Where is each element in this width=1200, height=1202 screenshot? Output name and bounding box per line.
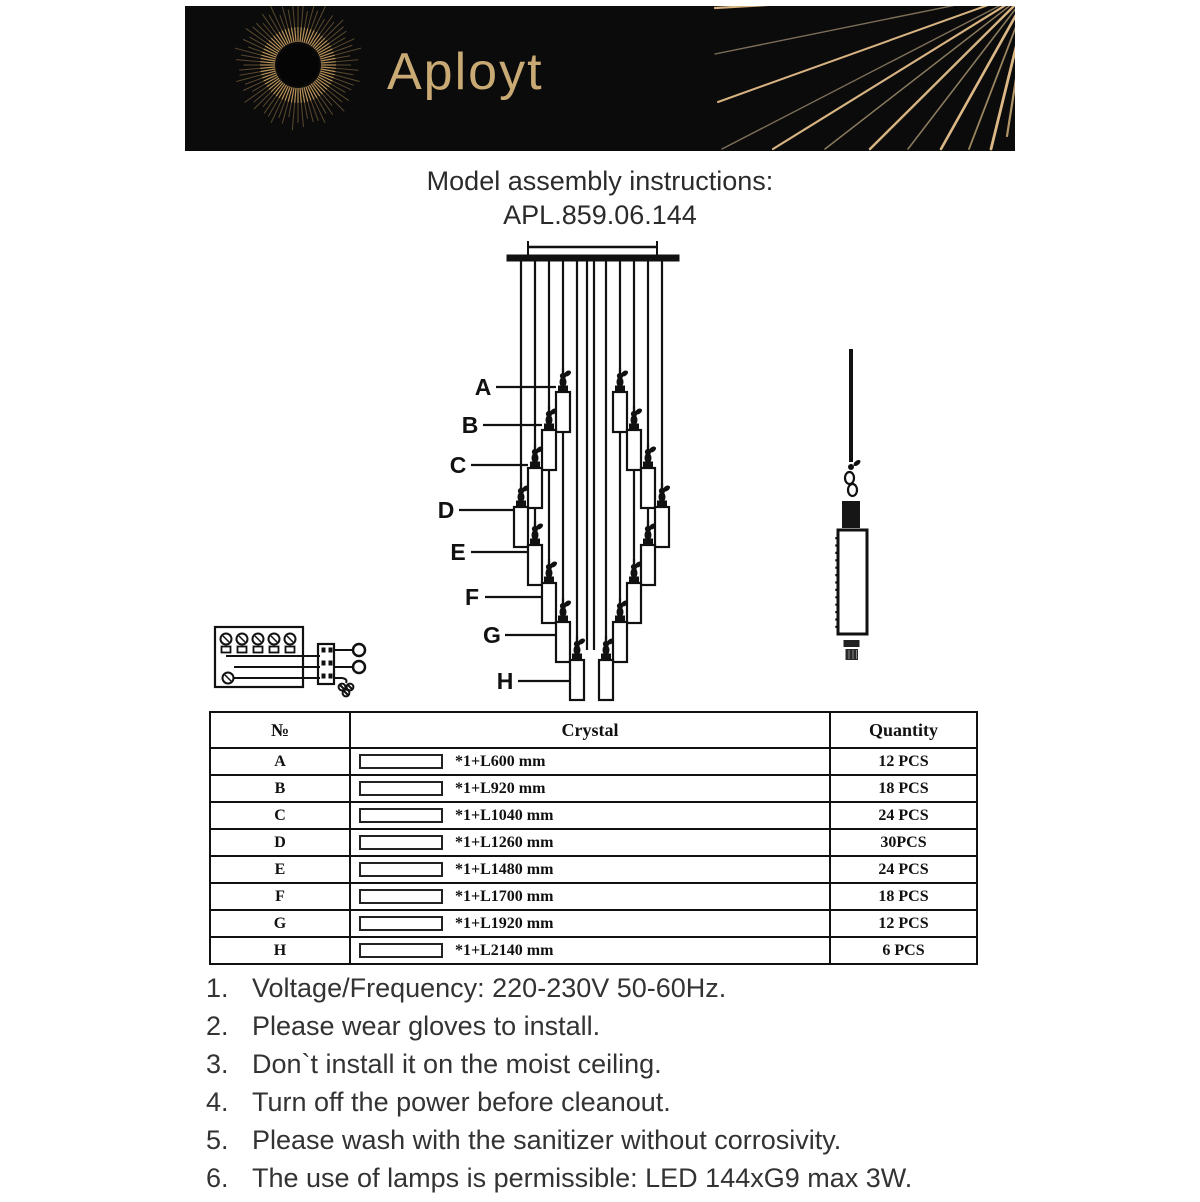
table-row [210, 829, 977, 856]
crystal-shape-icon [359, 781, 443, 796]
row-quantity: 6 PCS [830, 937, 977, 964]
pendant-icon [556, 598, 571, 662]
table-row [210, 775, 977, 802]
pendant-icon [641, 444, 656, 508]
label-g: G [483, 622, 501, 648]
ceiling-mount [507, 241, 679, 261]
label-d: D [437, 497, 455, 523]
row-labels [438, 374, 514, 694]
page-title: Model assembly instructions: [426, 166, 774, 196]
row-quantity: 12 PCS [830, 748, 977, 775]
instruction-item: 6. The use of lamps is permissible: LED 144xG9 max 3W. [206, 1163, 913, 1193]
table-row [210, 883, 977, 910]
instruction-item: 3. Don`t install it on the moist ceiling. [206, 1049, 662, 1079]
pendant-icon [570, 636, 585, 700]
row-id: E [210, 856, 350, 883]
crystal-shape-icon [359, 754, 443, 769]
row-id: G [210, 910, 350, 937]
col-header-crystal: Crystal [350, 712, 830, 748]
row-id: F [210, 883, 350, 910]
pendant-icon [542, 559, 557, 623]
crystal-length: *1+L920 mm [455, 779, 546, 797]
model-number: APL.859.06.144 [503, 200, 697, 230]
instruction-list [206, 974, 1036, 1202]
crystal-shape-icon [359, 943, 443, 958]
crystal-length: *1+L1260 mm [455, 833, 554, 851]
col-header-num: № [210, 712, 350, 748]
assembly-diagram [190, 236, 890, 718]
pendant-icon [556, 368, 571, 432]
row-quantity: 24 PCS [830, 802, 977, 829]
row-quantity: 30PCS [830, 829, 977, 856]
row-id: A [210, 748, 350, 775]
row-quantity: 18 PCS [830, 775, 977, 802]
brand-banner [185, 6, 1015, 151]
crystal-length: *1+L1480 mm [455, 860, 554, 878]
crystal-length: *1+L1700 mm [455, 887, 554, 905]
table-row [210, 910, 977, 937]
row-id: D [210, 829, 350, 856]
wiring-diagram [215, 627, 365, 696]
table-row [210, 937, 977, 964]
ring-terminal-icon [353, 661, 365, 673]
starburst-logo-icon [227, 6, 369, 142]
table-row [210, 802, 977, 829]
parts-table [209, 711, 978, 965]
pendant-icon [528, 521, 543, 585]
instruction-item: 1. Voltage/Frequency: 220-230V 50-60Hz. [206, 973, 727, 1003]
table-header-row [210, 712, 977, 748]
label-a: A [474, 374, 492, 400]
ring-terminal-icon [353, 644, 365, 656]
pendant-detail [837, 349, 868, 660]
instruction-item: 5. Please wash with the sanitizer without corrosivity. [206, 1125, 842, 1155]
ground-screws-icon [339, 684, 354, 697]
brand-logo-text: Aployt [387, 43, 544, 101]
label-f: F [464, 584, 480, 610]
row-id: C [210, 802, 350, 829]
crystal-length: *1+L600 mm [455, 752, 546, 770]
row-quantity: 12 PCS [830, 910, 977, 937]
crystal-shape-icon [359, 835, 443, 850]
table-row [210, 748, 977, 775]
crystal-shape-icon [359, 916, 443, 931]
ray-fan-icon [685, 6, 1015, 151]
label-b: B [461, 412, 479, 438]
title-block [0, 164, 1200, 232]
label-c: C [449, 452, 467, 478]
instruction-item: 4. Turn off the power before cleanout. [206, 1087, 671, 1117]
crystal-shape-icon [359, 862, 443, 877]
crystal-length: *1+L1920 mm [455, 914, 554, 932]
row-id: H [210, 937, 350, 964]
crystal-shape-icon [359, 808, 443, 823]
pendant-icon [655, 483, 670, 547]
row-id: B [210, 775, 350, 802]
row-quantity: 24 PCS [830, 856, 977, 883]
instruction-item: 2. Please wear gloves to install. [206, 1011, 601, 1041]
label-h: H [496, 668, 514, 694]
row-quantity: 18 PCS [830, 883, 977, 910]
crystal-shape-icon [359, 889, 443, 904]
crystal-length: *1+L1040 mm [455, 806, 554, 824]
crystal-length: *1+L2140 mm [455, 941, 554, 959]
pendant-icon [627, 406, 642, 470]
col-header-quantity: Quantity [830, 712, 977, 748]
table-row [210, 856, 977, 883]
pendant-icon [613, 368, 628, 432]
label-e: E [450, 539, 466, 565]
